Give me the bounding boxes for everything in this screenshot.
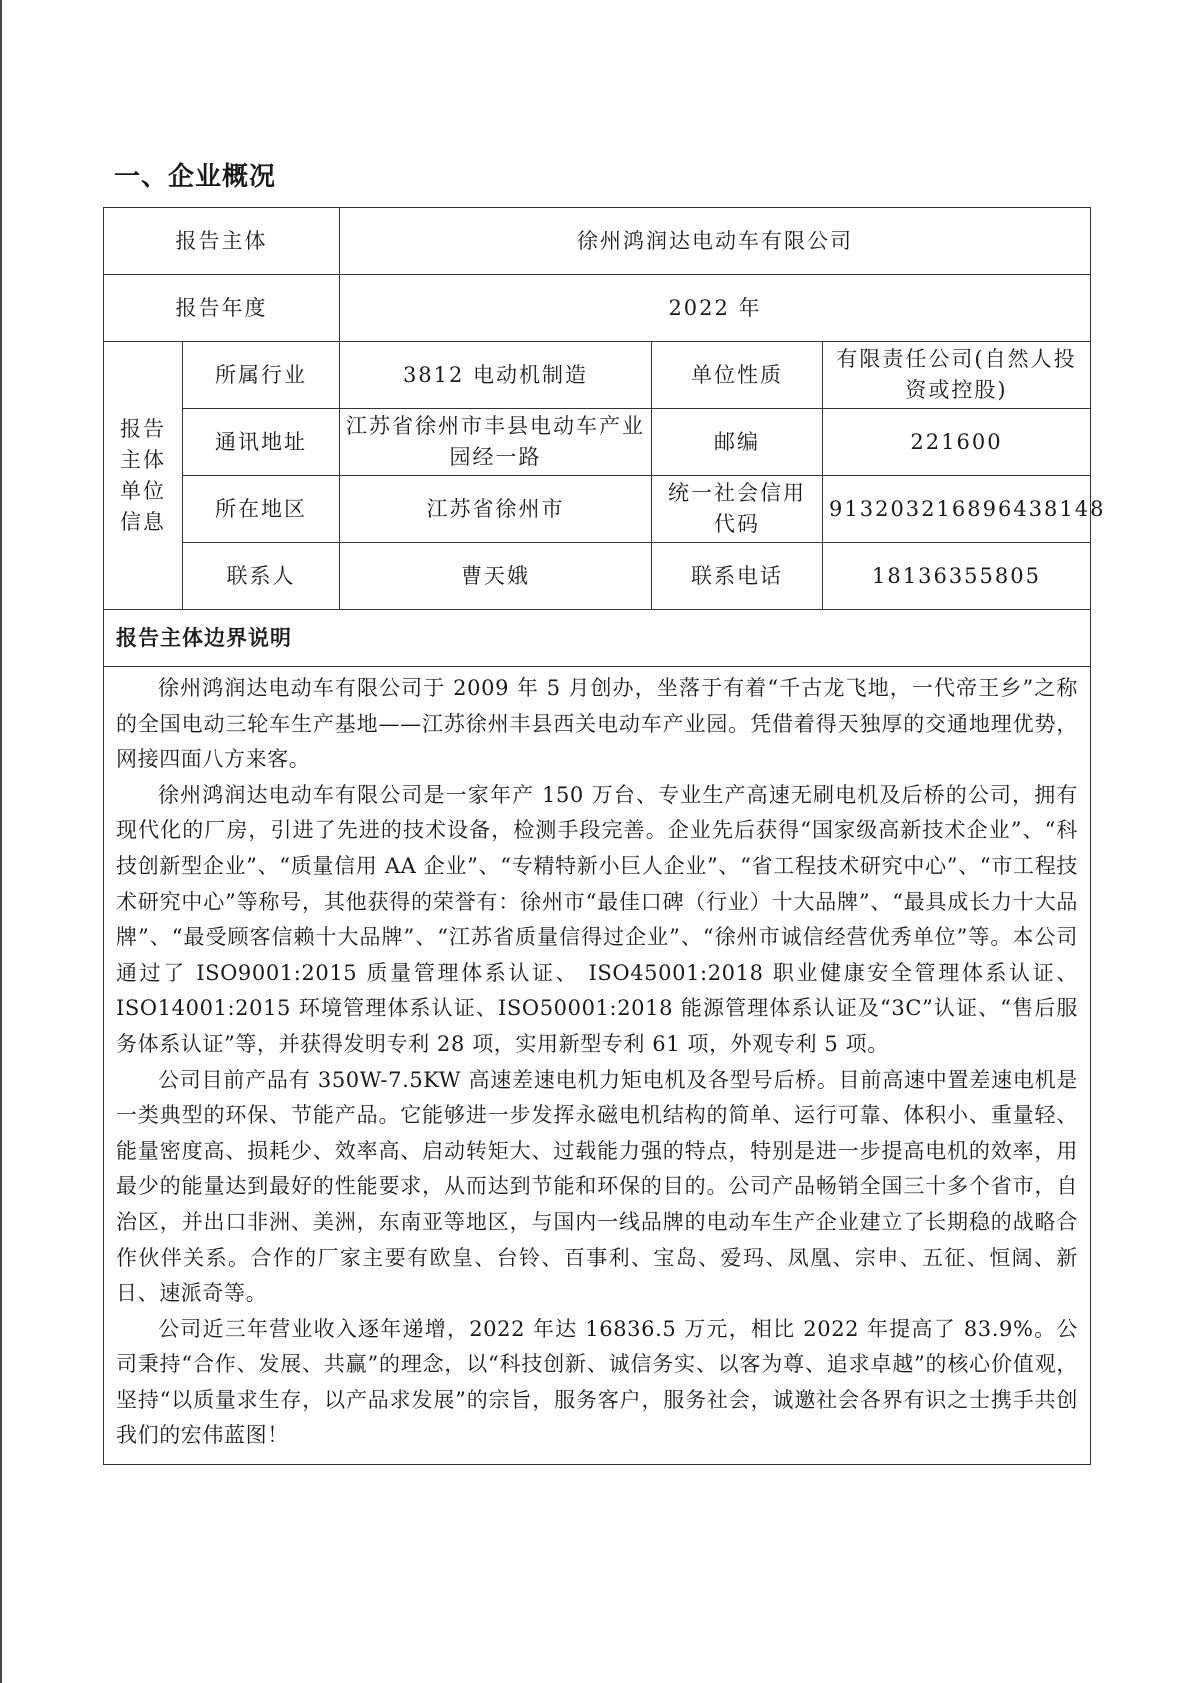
postcode-value: 221600: [823, 409, 1091, 476]
report-subject-value: 徐州鸿润达电动车有限公司: [340, 208, 1091, 275]
region-label: 所在地区: [183, 476, 340, 543]
unit-info-group-label: [104, 342, 183, 610]
boundary-title-row: [104, 610, 1091, 667]
industry-label: 所属行业: [183, 342, 340, 409]
boundary-paragraph: 徐州鸿润达电动车有限公司是一家年产 150 万台、专业生产高速无刷电机及后桥的公司，拥有现代化的厂房，引进了先进的技术设备，检测手段完善。企业先后获得“国家级高新技术企业”、“科技创新型企业”、“质量信用 AA 企业”、“专精特新小巨人企业”、“省工程技术研究中心”、“市工程技术研究中心”等称号，其他获得的荣誉有：徐州市“最佳口碑（行业）十大品牌”、“最具成长力十大品牌”、“最受顾客信赖十大品牌”、“江苏省质量信得过企业”、“徐州市诚信经营优秀单位”等。本公司通过了 ISO9001:2015 质量管理体系认证、 ISO45001:2018 职业健康安全管理体系认证、ISO14001:2015 环境管理体系认证、ISO50001:2018 能源管理体系认证及“3C”认证、“售后服务体系认证”等，并获得发明专利 28 项，实用新型专利 61 项，外观专利 5 项。: [116, 782, 1079, 1056]
report-year-label: 报告年度: [104, 275, 340, 342]
company-info-table: [103, 207, 1106, 1465]
region-value: 江苏省徐州市: [340, 476, 652, 543]
address-label: 通讯地址: [183, 409, 340, 476]
boundary-paragraph: 徐州鸿润达电动车有限公司于 2009 年 5 月创办，坐落于有着“千古龙飞地，一代帝王乡”之称的全国电动三轮车生产基地——江苏徐州丰县西关电动车产业园。凭借着得天独厚的交通地理优势，网接四面八方来客。: [116, 676, 1079, 772]
industry-value: 3812 电动机制造: [340, 342, 652, 409]
section-heading: 一、企业概况: [114, 162, 277, 192]
report-subject-label: 报告主体: [104, 208, 340, 275]
phone-label: 联系电话: [652, 543, 823, 610]
report-year-row: [104, 275, 1091, 342]
report-subject-row: [104, 208, 1091, 275]
boundary-title: 报告主体边界说明: [104, 610, 1091, 667]
group-label-line: 信息: [120, 509, 166, 534]
credit-code-value: 913203216896438148: [823, 476, 1091, 543]
page-edge: [0, 0, 2, 1683]
contact-row: [104, 543, 1091, 610]
boundary-description: [104, 667, 1091, 1465]
contact-value: 曹天娥: [340, 543, 652, 610]
boundary-paragraph: 公司近三年营业收入逐年递增，2022 年达 16836.5 万元，相比 2022 年提高了 83.9%。公司秉持“合作、发展、共赢”的理念，以“科技创新、诚信务实、以客为尊、追求卓越”的核心价值观，坚持“以质量求生存，以产品求发展”的宗旨，服务客户，服务社会，诚邀社会各界有识之士携手共创我们的宏伟蓝图！: [116, 1316, 1079, 1448]
group-label-line: 单位: [120, 478, 166, 503]
phone-value: 18136355805: [823, 543, 1091, 610]
address-row: [104, 409, 1091, 476]
postcode-label: 邮编: [652, 409, 823, 476]
address-value: 江苏省徐州市丰县电动车产业园经一路: [340, 409, 652, 476]
nature-label: 单位性质: [652, 342, 823, 409]
region-row: [104, 476, 1091, 543]
credit-code-label: 统一社会信用代码: [652, 476, 823, 543]
group-label-line: 报告: [120, 416, 166, 441]
contact-label: 联系人: [183, 543, 340, 610]
industry-row: [104, 342, 1091, 409]
group-label-line: 主体: [120, 447, 166, 472]
boundary-paragraph: 公司目前产品有 350W-7.5KW 高速差速电机力矩电机及各型号后桥。目前高速中置差速电机是一类典型的环保、节能产品。它能够进一步发挥永磁电机结构的简单、运行可靠、体积小、重量轻、能量密度高、损耗少、效率高、启动转矩大、过载能力强的特点，特别是进一步提高电机的效率，用最少的能量达到最好的性能要求，从而达到节能和环保的目的。公司产品畅销全国三十多个省市，自治区，并出口非洲、美洲，东南亚等地区，与国内一线品牌的电动车生产企业建立了长期稳的战略合作伙伴关系。合作的厂家主要有欧皇、台铃、百事利、宝岛、爱玛、凤凰、宗申、五征、恒阔、新日、速派奇等。: [116, 1067, 1079, 1306]
boundary-body-row: [104, 667, 1091, 1465]
nature-value: 有限责任公司(自然人投资或控股): [823, 342, 1091, 409]
report-year-value: 2022 年: [340, 275, 1091, 342]
